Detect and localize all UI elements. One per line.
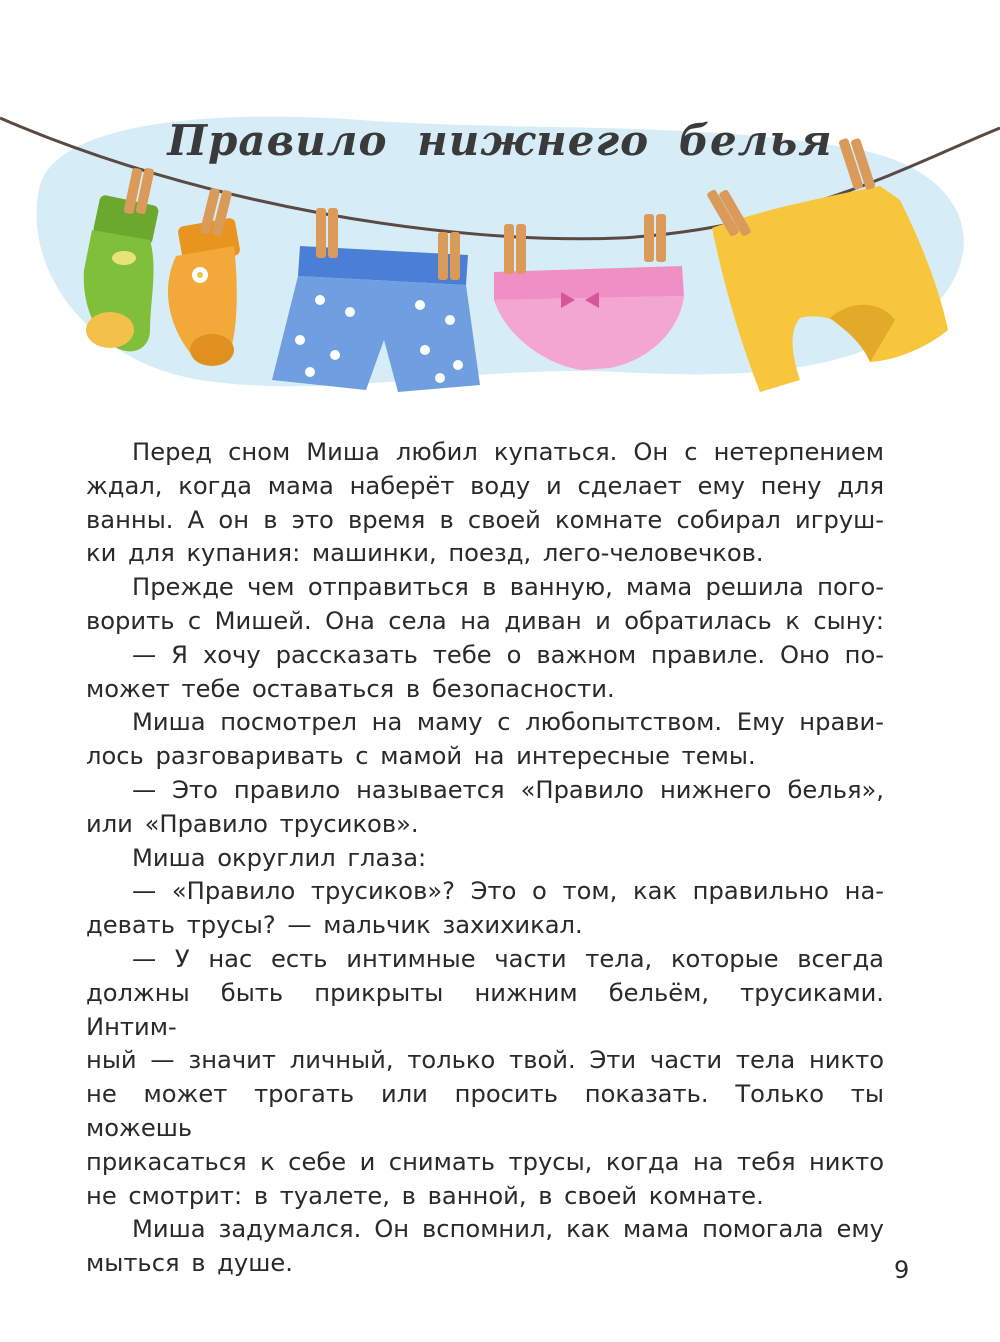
paragraph: мыться в душе. <box>86 1249 293 1278</box>
page-number: 9 <box>894 1256 910 1284</box>
paragraph: лось разговаривать с мамой на интересные темы. <box>86 742 756 771</box>
paragraph: — Я хочу рассказать тебе о важном правиле. Оно по- <box>132 640 884 669</box>
paragraph: Миша посмотрел на маму с любопытством. Ему нрави- <box>132 708 884 737</box>
paragraph: Прежде чем отправиться в ванную, мама решила пого- <box>132 573 884 602</box>
story-text <box>86 436 884 1281</box>
clothesline-illustration <box>0 0 1000 420</box>
page-title: Правило нижнего белья <box>167 116 833 165</box>
paragraph: может тебе оставаться в безопасности. <box>86 674 615 703</box>
paragraph: прикасаться к себе и снимать трусы, когда на тебя никто <box>86 1147 884 1176</box>
paragraph: не может трогать или просить показать. Только ты можешь <box>86 1080 884 1142</box>
paragraph: Миша задумался. Он вспомнил, как мама помогала ему <box>132 1215 884 1244</box>
paragraph: Миша округлил глаза: <box>132 843 427 872</box>
paragraph: — У нас есть интимные части тела, которые всегда <box>132 944 884 973</box>
paragraph: ный — значит личный, только твой. Эти части тела никто <box>86 1046 884 1075</box>
paragraph: ворить с Мишей. Она села на диван и обратилась к сыну: <box>86 606 884 635</box>
paragraph: Перед сном Миша любил купаться. Он с нетерпением ждал, когда мама наберёт воду и сделает ему пену для ванны. А он в это время в своей комнате собирал игруш- <box>86 438 884 534</box>
paragraph: или «Правило трусиков». <box>86 809 419 838</box>
paragraph: — Это правило называется «Правило нижнего белья», <box>132 775 884 804</box>
paragraph: должны быть прикрыты нижним бельём, трусиками. Интим- <box>86 978 884 1041</box>
paragraph: девать трусы? — мальчик захихикал. <box>86 911 583 940</box>
paragraph: ки для купания: машинки, поезд, лего-человечков. <box>86 539 764 568</box>
paragraph: — «Правило трусиков»? Это о том, как правильно на- <box>132 877 884 906</box>
paragraph: не смотрит: в туалете, в ванной, в своей комнате. <box>86 1181 764 1210</box>
